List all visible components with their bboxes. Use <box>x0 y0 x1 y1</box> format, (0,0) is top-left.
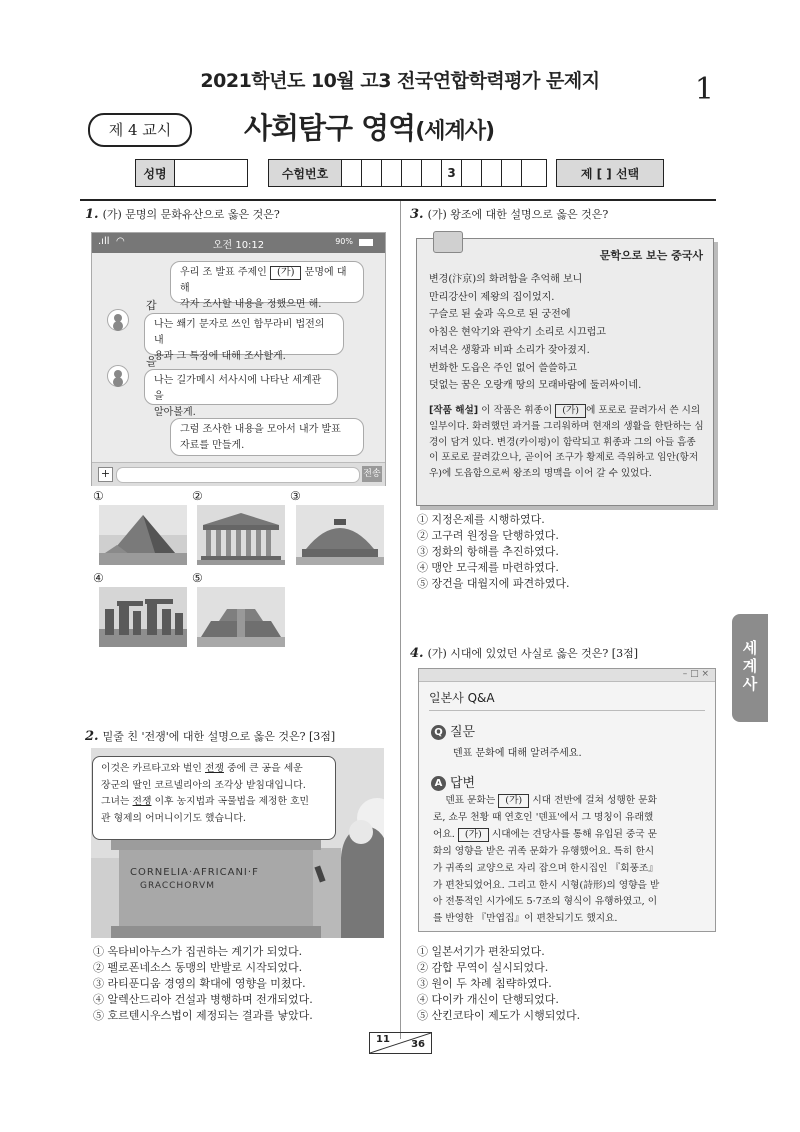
underlined-war: 전쟁 <box>132 796 152 807</box>
signal-icon: .ıll <box>98 236 110 247</box>
poem-line: 아침은 현악기와 관악기 소리로 시끄럽고 <box>429 327 606 339</box>
q2-choice-5[interactable]: ⑤ 호르텐시우스법이 제정되는 결과를 낳았다. <box>93 1009 313 1022</box>
battery-text: 90% <box>335 237 353 246</box>
blank-ga: (가) <box>270 266 301 280</box>
q4-title <box>410 645 638 661</box>
q3-choice-1[interactable]: ① 지정은제를 시행하였다. <box>417 513 545 526</box>
exam-number-cell[interactable] <box>482 160 502 186</box>
answer-line: 어요. <box>433 828 455 840</box>
answer-line: 시대에는 견당사를 통해 유입된 중국 문 <box>491 828 658 840</box>
page-number: 1 <box>694 72 714 107</box>
quote-text: 중에 큰 공을 세운 <box>227 763 303 774</box>
pedestal-inscription-1: CORNELIA·AFRICANI·F <box>130 867 259 878</box>
status-time: 오전 10:12 <box>212 240 265 251</box>
status-bar <box>92 233 385 253</box>
board-title: 일본사 Q&A <box>429 689 705 711</box>
quote-text: 이것은 카르타고와 벌인 <box>101 763 202 774</box>
exam-number-cell[interactable] <box>522 160 541 186</box>
plus-icon[interactable]: + <box>98 467 113 482</box>
exam-number-row <box>268 159 547 187</box>
user-avatar-icon <box>107 365 129 387</box>
q4-prompt: (가) 시대에 있었던 사실로 옳은 것은? [3점] <box>427 647 639 660</box>
exam-number-cell[interactable] <box>342 160 362 186</box>
q2-prompt: 밑줄 친 '전쟁'에 대한 설명으로 옳은 것은? [3점] <box>102 730 336 743</box>
blank-ga: (가) <box>498 794 529 808</box>
user-avatar-icon <box>107 309 129 331</box>
chat-screen <box>91 232 386 486</box>
exam-number-cell[interactable] <box>462 160 482 186</box>
q3-choice-5[interactable]: ⑤ 장건을 대월지에 파견하였다. <box>417 577 570 590</box>
chat-bubble <box>144 313 344 362</box>
q3-answers <box>417 512 570 592</box>
answer-line: 아 전통적인 시가에도 5·7조의 형식이 유행하였고, 이 <box>433 896 658 908</box>
q4-choice-1[interactable]: ① 일본서기가 편찬되었다. <box>417 945 545 958</box>
exam-number-digit: 3 <box>442 160 462 186</box>
poem-line: 번화한 도읍은 주인 없어 쓸쓸하고 <box>429 362 577 374</box>
answer-line: 시대 전반에 걸쳐 성행한 문화 <box>532 795 657 806</box>
total-pages: 36 <box>411 1039 425 1050</box>
name-label: 성명 <box>136 160 175 186</box>
answer-line: 로, 쇼무 천황 때 연호인 '덴표'에서 그 명칭이 유래했 <box>433 811 654 823</box>
side-tab-text: 세계사 <box>742 639 758 693</box>
q3-prompt: (가) 왕조에 대한 설명으로 옳은 것은? <box>427 208 609 221</box>
answer-text <box>433 793 709 928</box>
q2-choice-2[interactable]: ② 펠로폰네소스 동맹의 반발로 시작되었다. <box>93 961 303 974</box>
answer-line: 를 반영한 『만엽집』이 편찬되기도 했지요. <box>433 913 618 925</box>
answer-label: 답변 <box>450 776 476 791</box>
exam-number-cell[interactable] <box>422 160 442 186</box>
q3-literature-box <box>416 238 714 506</box>
current-page: 11 <box>376 1034 390 1045</box>
page-counter <box>369 1032 432 1054</box>
column-divider <box>400 201 401 1039</box>
speaker-eul: 을 <box>146 355 157 368</box>
ziggurat-photo[interactable] <box>197 587 285 647</box>
q1-number: 1. <box>85 207 99 222</box>
q4-choice-3[interactable]: ③ 원이 두 차례 침략하였다. <box>417 977 552 990</box>
underlined-war: 전쟁 <box>205 763 224 774</box>
answer-heading <box>431 772 475 791</box>
wifi-icon: ◠ <box>116 236 125 247</box>
pyramid-photo[interactable] <box>99 505 187 565</box>
q1-option-5-label: ⑤ <box>192 571 203 585</box>
poem <box>429 271 641 395</box>
blank-ga: (가) <box>458 828 489 842</box>
stonehenge-photo[interactable] <box>99 587 187 647</box>
question-heading <box>431 721 475 740</box>
q3-number: 3. <box>410 207 424 222</box>
answer-line: 가 귀족의 교양으로 자리 잡으며 한시집인 『회풍조』 <box>433 862 659 874</box>
chat-bubble <box>144 369 338 418</box>
stupa-photo[interactable] <box>296 505 384 565</box>
chat-text: 그럼 조사한 내용을 모아서 내가 발표 <box>180 424 341 435</box>
q3-title <box>410 206 608 222</box>
parthenon-photo[interactable] <box>197 505 285 565</box>
chat-text: 용과 그 특징에 대해 조사할게. <box>154 351 286 362</box>
q4-choice-4[interactable]: ④ 다이카 개신이 단행되었다. <box>417 993 559 1006</box>
answer-line: 화의 영향을 받은 귀족 문화가 유행했어요. 특히 한시 <box>433 845 655 857</box>
q2-choice-4[interactable]: ④ 알렉산드리아 건설과 병행하며 전개되었다. <box>93 993 313 1006</box>
quote-text: 이후 농지법과 곡물법을 제정한 호민 <box>154 796 310 807</box>
quote-text: 그녀는 <box>101 796 130 807</box>
q2-title <box>85 728 335 744</box>
answer-line: 덴표 문화는 <box>445 795 496 806</box>
exam-number-cell[interactable] <box>362 160 382 186</box>
chat-text: 나는 쐐기 문자로 쓰인 함무라비 법전의 내 <box>154 319 325 346</box>
name-row <box>135 159 248 187</box>
question-text: 덴표 문화에 대해 알려주세요. <box>453 748 582 759</box>
chat-text: 각자 조사할 내용을 정했으면 해. <box>180 299 322 310</box>
q1-title <box>85 206 280 222</box>
chat-bubble <box>170 418 364 456</box>
q1-option-1-label: ① <box>93 489 104 503</box>
window-titlebar <box>419 669 715 682</box>
exam-number-cell[interactable] <box>382 160 402 186</box>
selection-row <box>556 159 664 187</box>
chat-text: 우리 조 발표 주제인 <box>180 267 267 278</box>
question-label: 질문 <box>450 725 476 740</box>
q1-prompt: (가) 문명의 문화유산으로 옳은 것은? <box>102 208 280 221</box>
header-rule <box>80 199 716 201</box>
q2-quote-box <box>92 756 336 840</box>
name-field[interactable] <box>175 160 247 186</box>
q1-option-4-label: ④ <box>93 571 104 585</box>
q2-answers <box>93 944 313 1024</box>
q2-choice-3[interactable]: ③ 라티푼디움 경영의 확대에 영향을 미쳤다. <box>93 977 306 990</box>
send-button[interactable]: 전송 <box>362 466 382 482</box>
subject-side-tab <box>732 614 768 722</box>
q4-choice-5[interactable]: ⑤ 산킨코타이 제도가 시행되었다. <box>417 1009 581 1022</box>
book-icon <box>433 231 463 253</box>
chat-text: 알아볼게. <box>154 407 196 418</box>
exam-number-cell[interactable] <box>402 160 422 186</box>
subject-title <box>244 106 494 147</box>
chat-text: 나는 길가메시 서사시에 나타난 세계관을 <box>154 375 322 402</box>
q4-choice-2[interactable]: ② 감합 무역이 실시되었다. <box>417 961 549 974</box>
chat-text: 문명에 대해 <box>180 267 347 294</box>
explanation-text: 이 작품은 휘종이 <box>481 405 553 416</box>
subject-main: 사회탐구 영역 <box>244 111 416 145</box>
chat-bubble <box>170 261 364 310</box>
pedestal-inscription-2: GRACCHORVM <box>140 881 215 891</box>
q3-choice-2[interactable]: ② 고구려 원정을 단행하였다. <box>417 529 559 542</box>
q3-choice-4[interactable]: ④ 맹안 모극제를 마련하였다. <box>417 561 559 574</box>
battery-icon <box>359 239 373 246</box>
q3-choice-3[interactable]: ③ 정화의 항해를 추진하였다. <box>417 545 559 558</box>
chat-input-bar <box>92 462 385 486</box>
period-label: 제 4 교시 <box>88 113 192 147</box>
a-icon: A <box>431 776 446 791</box>
poem-line: 변경(汴京)의 화려함을 추억해 보니 <box>429 274 583 285</box>
explanation-text: 에 포로로 끌려가서 쓴 시의 일부이다. 화려했던 과거를 그리워하며 현재의 생활을 한탄하는 심경이 담겨 있다. 변경(카이펑)이 함락되고 휘종과 그의 아들 흠종이 포로로 끌려갔으나, 곧이어 조구가 황제로 즉위하고 임안(항저우)에 도읍함으로써 왕조의 명맥을 이어 갈 수 있었다. <box>429 405 704 480</box>
poem-line: 덧없는 꿈은 오랑캐 땅의 모래바람에 둘러싸이네. <box>429 380 642 392</box>
exam-title: 2021학년도 10월 고3 전국연합학력평가 문제지 <box>200 70 600 92</box>
literature-box-title: 문학으로 보는 중국사 <box>599 249 703 262</box>
selection-label: 제 [ ] 선택 <box>557 160 663 186</box>
chat-input[interactable] <box>116 467 360 483</box>
q1-option-3-label: ③ <box>290 489 301 503</box>
q4-number: 4. <box>410 646 424 661</box>
quote-text: 관 형제의 어머니이기도 했습니다. <box>101 812 246 824</box>
poem-line: 만리강산이 제왕의 집이었지. <box>429 291 555 303</box>
explanation-label: [작품 해설] <box>429 405 479 416</box>
q2-number: 2. <box>85 729 99 744</box>
window-controls[interactable]: – □ × <box>682 669 709 679</box>
exam-number-label: 수험번호 <box>269 160 342 186</box>
explanation <box>429 403 704 482</box>
answer-line: 가 편찬되었어요. 그리고 한시 시형(詩形)의 영향을 받 <box>433 879 660 891</box>
qa-window <box>418 668 716 932</box>
chat-text: 자료를 만들게. <box>180 440 245 451</box>
exam-number-cell[interactable] <box>502 160 522 186</box>
quote-text: 장군의 딸인 코르넬리아의 조각상 받침대입니다. <box>101 779 306 791</box>
poem-line: 저녁은 생황과 비파 소리가 잦아졌지. <box>429 344 590 356</box>
blank-ga: (가) <box>555 404 586 418</box>
q-icon: Q <box>431 725 446 740</box>
poem-line: 구슬로 된 숲과 옥으로 된 궁전에 <box>429 309 571 321</box>
q4-answers <box>417 944 580 1024</box>
subject-paren: (세계사) <box>415 119 495 144</box>
q2-choice-1[interactable]: ① 옥타비아누스가 집권하는 계기가 되었다. <box>93 945 303 958</box>
speaker-gap: 갑 <box>146 299 157 312</box>
q1-option-2-label: ② <box>192 489 203 503</box>
